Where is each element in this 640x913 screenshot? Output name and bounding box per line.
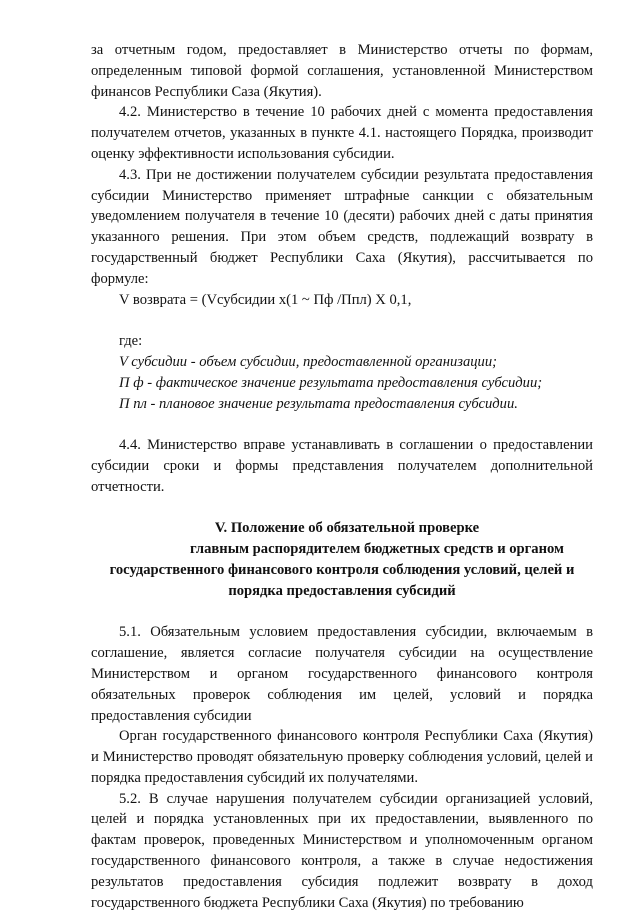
paragraph-5-2: 5.2. В случае нарушения получателем субсидии организацией условий, целей и порядка установленных при их предоставлении, выявленного по фактам проверок, проведенных Министерством и уполномоченным органом государственного финансового контроля, а также в случае недостижения результатов предоставления субсидия подлежит возврату в доход государственного бюджета Республики Саха (Якутия) по требованию	[91, 790, 593, 911]
spacer	[91, 310, 593, 331]
formula: V возврата = (Vсубсидии х(1 ~ Пф /Ппл) Х 0,1,	[119, 291, 412, 308]
legend-intro: где:	[119, 333, 143, 350]
legend-line-1: V субсидии - объем субсидии, предоставленной организации;	[119, 353, 497, 370]
paragraph-4-4: 4.4. Министерство вправе устанавливать в соглашении о предоставлении субсидии сроки и формы представления получателем дополнительной отчетности.	[91, 437, 593, 495]
paragraph-4-1-continuation: за отчетным годом, предоставляет в Министерство отчеты по формам, определенным типовой формой соглашения, установленной Министерством финансов Республики Саза (Якутия).	[91, 42, 593, 100]
legend-line-2: П ф - фактическое значение результата предоставления субсидии;	[119, 374, 543, 391]
paragraph-control-body: Орган государственного финансового контроля Республики Саха (Якутия) и Министерство проводят обязательную проверку соблюдения условий, целей и порядка предоставления субсидий их получателями.	[91, 728, 593, 786]
section-heading-line-3: государственного финансового контроля соблюдения условий, целей и	[109, 561, 575, 578]
spacer	[91, 414, 593, 435]
spacer	[91, 498, 593, 519]
document-page	[91, 40, 593, 913]
legend-line-3: П пл - плановое значение результата предоставления субсидии.	[119, 395, 518, 412]
paragraph-5-1: 5.1. Обязательным условием предоставления субсидии, включаемым в соглашение, является согласие получателя субсидии на осуществление Министерством и органом государственного финансового контроля обязательных проверок соблюдения им целей, условий и порядка предоставления субсидии	[91, 624, 593, 724]
section-heading	[91, 518, 593, 601]
paragraph-4-3: 4.3. При не достижении получателем субсидии результата предоставления субсидии Министерство применяет штрафные санкции с обязательным уведомлением получателя в течение 10 (десяти) рабочих дней с даты принятия указанного решения. При этом объем средств, подлежащий возврату в государственный бюджет Республики Саха (Якутия), рассчитывается по формуле:	[91, 166, 593, 287]
paragraph-4-2: 4.2. Министерство в течение 10 рабочих дней с момента предоставления получателем отчетов, указанных в пункте 4.1. настоящего Порядка, производит оценку эффективности использования субсидии.	[91, 104, 593, 162]
section-heading-line-4: порядка предоставления субсидий	[228, 582, 456, 599]
section-heading-line-2: главным распорядителем бюджетных средств и органом	[190, 541, 564, 558]
section-heading-line-1: V. Положение об обязательной проверке	[214, 520, 480, 537]
spacer	[91, 602, 593, 623]
